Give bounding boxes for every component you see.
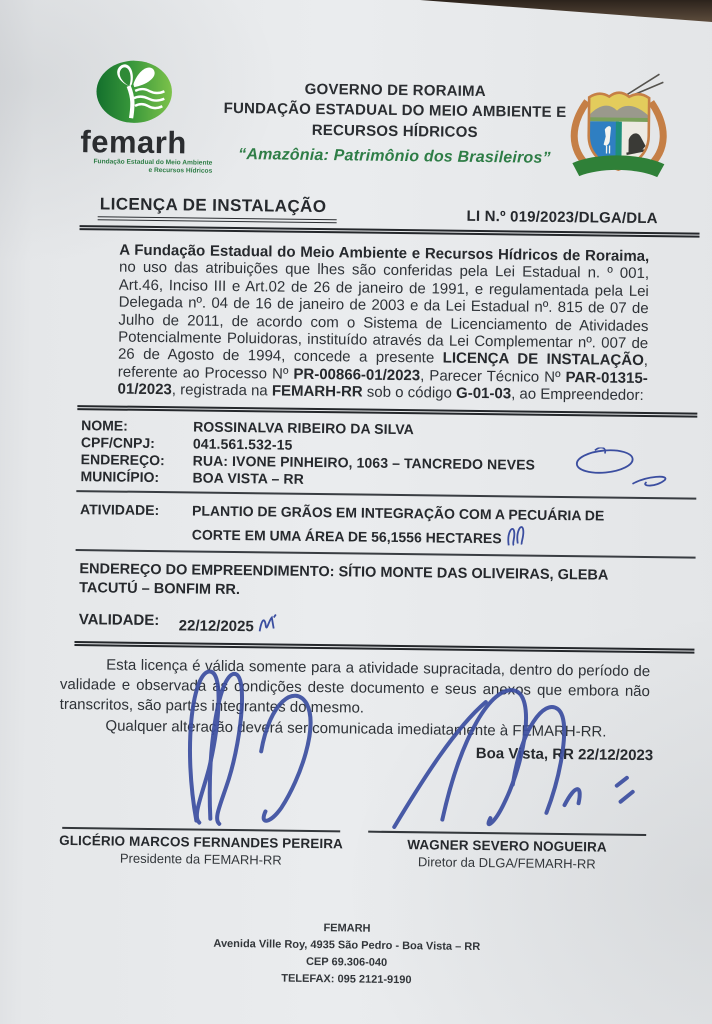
divider-heavy-bottom (74, 641, 694, 654)
gov-line-2: FUNDAÇÃO ESTADUAL DO MEIO AMBIENTE E (223, 100, 567, 122)
title-row (98, 194, 658, 227)
row-label: MUNICÍPIO: (80, 467, 160, 485)
divider-heavy-top (80, 225, 700, 238)
row-value: RUA: IVONE PINHEIRO, 1063 – TANCREDO NEVES (192, 452, 536, 473)
row-value: BOA VISTA – RR (192, 469, 304, 487)
femarh-logo-word: femarh (80, 124, 188, 161)
site-address: ENDEREÇO DO EMPREENDIMENTO: SÍTIO MONTE DAS OLIVEIRAS, GLEBA TACUTÚ – BONFIM RR. (79, 560, 608, 598)
footer-address-block (0, 916, 703, 993)
footer-cep: CEP 69.306-040 (305, 956, 388, 970)
intro-paragraph: A Fundação Estadual do Meio Ambiente e Recursos Hídricos de Roraima, no uso das atribuições que lhes são conferidas pela Lei Estadual n. º 001, Art.46, Inciso III e Art.02 de 26 de janeiro de 1991, e regulamentada pela Lei Delegada nº. 04 de 16 de janeiro de 2003 e da Lei Estadual nº. 815 de 07 de Julho de 2011, de acordo com o Sistema de Licenciamento de Atividades Potencialmente Poluidoras, instituído através da Lei Complementar nº. 007 de 26 de Agosto de 1994, concede a presente LICENÇA DE INSTALAÇÃO, referente ao Processo Nº PR-00866-01/2023, Parecer Técnico Nº PAR-01315-01/2023, registrada na FEMARH-RR sob o código G-01-03, ao Empreendedor: (117, 241, 650, 405)
validity-label: VALIDADE: (78, 610, 160, 629)
closing-paragraph-2: Qualquer alteração deverá ser comunicada imediatamente à FEMARH-RR. (105, 717, 607, 741)
divider-thin-2 (76, 549, 696, 559)
femarh-logo-tagline: Fundação Estadual do Meio Ambiente e Recursos Hídricos (93, 158, 213, 175)
femarh-logo (44, 59, 223, 177)
row-value: ROSSINALVA RIBEIRO DA SILVA (193, 418, 414, 437)
footer-org: FEMARH (323, 922, 371, 935)
roraima-coat-of-arms-icon (566, 65, 679, 187)
activity-value: PLANTIO DE GRÃOS EM INTEGRAÇÃO COM A PECUÁRIA DE CORTE EM UMA ÁREA DE 56,1556 HECTARES (191, 502, 605, 546)
signer-role: Diretor da DLGA/FEMARH-RR (417, 854, 596, 872)
handwritten-mark-icon (256, 613, 280, 635)
signature-line (368, 831, 646, 836)
validity-value: 22/12/2025 (179, 612, 280, 635)
signature-line (62, 827, 340, 832)
license-number: LI N.º 019/2023/DLGA/DLA (466, 207, 658, 228)
holder-table (80, 417, 653, 492)
signature-right (354, 763, 661, 873)
document-title: LICENÇA DE INSTALAÇÃO (98, 194, 337, 223)
divider-heavy-table-top (77, 405, 697, 418)
activity-row (80, 500, 652, 549)
motto-text: “Amazônia: Patrimônio dos Brasileiros” (238, 145, 551, 167)
row-label: ENDEREÇO: (80, 450, 165, 468)
gov-line-3: RECURSOS HÍDRICOS (311, 121, 478, 141)
activity-label: ATIVIDADE: (80, 500, 160, 518)
closing-paragraph-1: Esta licença é válida somente para a atividade supracitada, dentro do período de validade e observada as condições deste documento e seus anexos que embora não transcritos, são partes integrantes do mesmo. (59, 656, 651, 718)
document-content (0, 58, 712, 993)
row-label: CPF/CNPJ: (80, 433, 155, 451)
footer-telefax: TELEFAX: 095 2121-9190 (281, 973, 412, 987)
validity-row (79, 611, 651, 640)
signer-name: GLICÉRIO MARCOS FERNANDES PEREIRA (59, 833, 344, 852)
signature-left (48, 759, 355, 869)
document-header (44, 59, 679, 188)
signer-name: WAGNER SEVERO NOGUEIRA (407, 837, 607, 855)
handwritten-mark-icon (504, 523, 526, 547)
header-titles (222, 61, 567, 168)
footer-street: Avenida Ville Roy, 4935 São Pedro - Boa Vista – RR (213, 938, 481, 954)
signature-area (48, 759, 661, 872)
row-label: NOME: (81, 416, 128, 434)
signer-role: Presidente da FEMARH-RR (119, 850, 282, 868)
row-value: 041.561.532-15 (192, 435, 293, 453)
date-line: Boa Vista, RR 22/12/2023 (475, 745, 654, 765)
closing-paragraphs (59, 655, 650, 744)
gov-line-1: GOVERNO DE RORAIMA (304, 80, 486, 101)
